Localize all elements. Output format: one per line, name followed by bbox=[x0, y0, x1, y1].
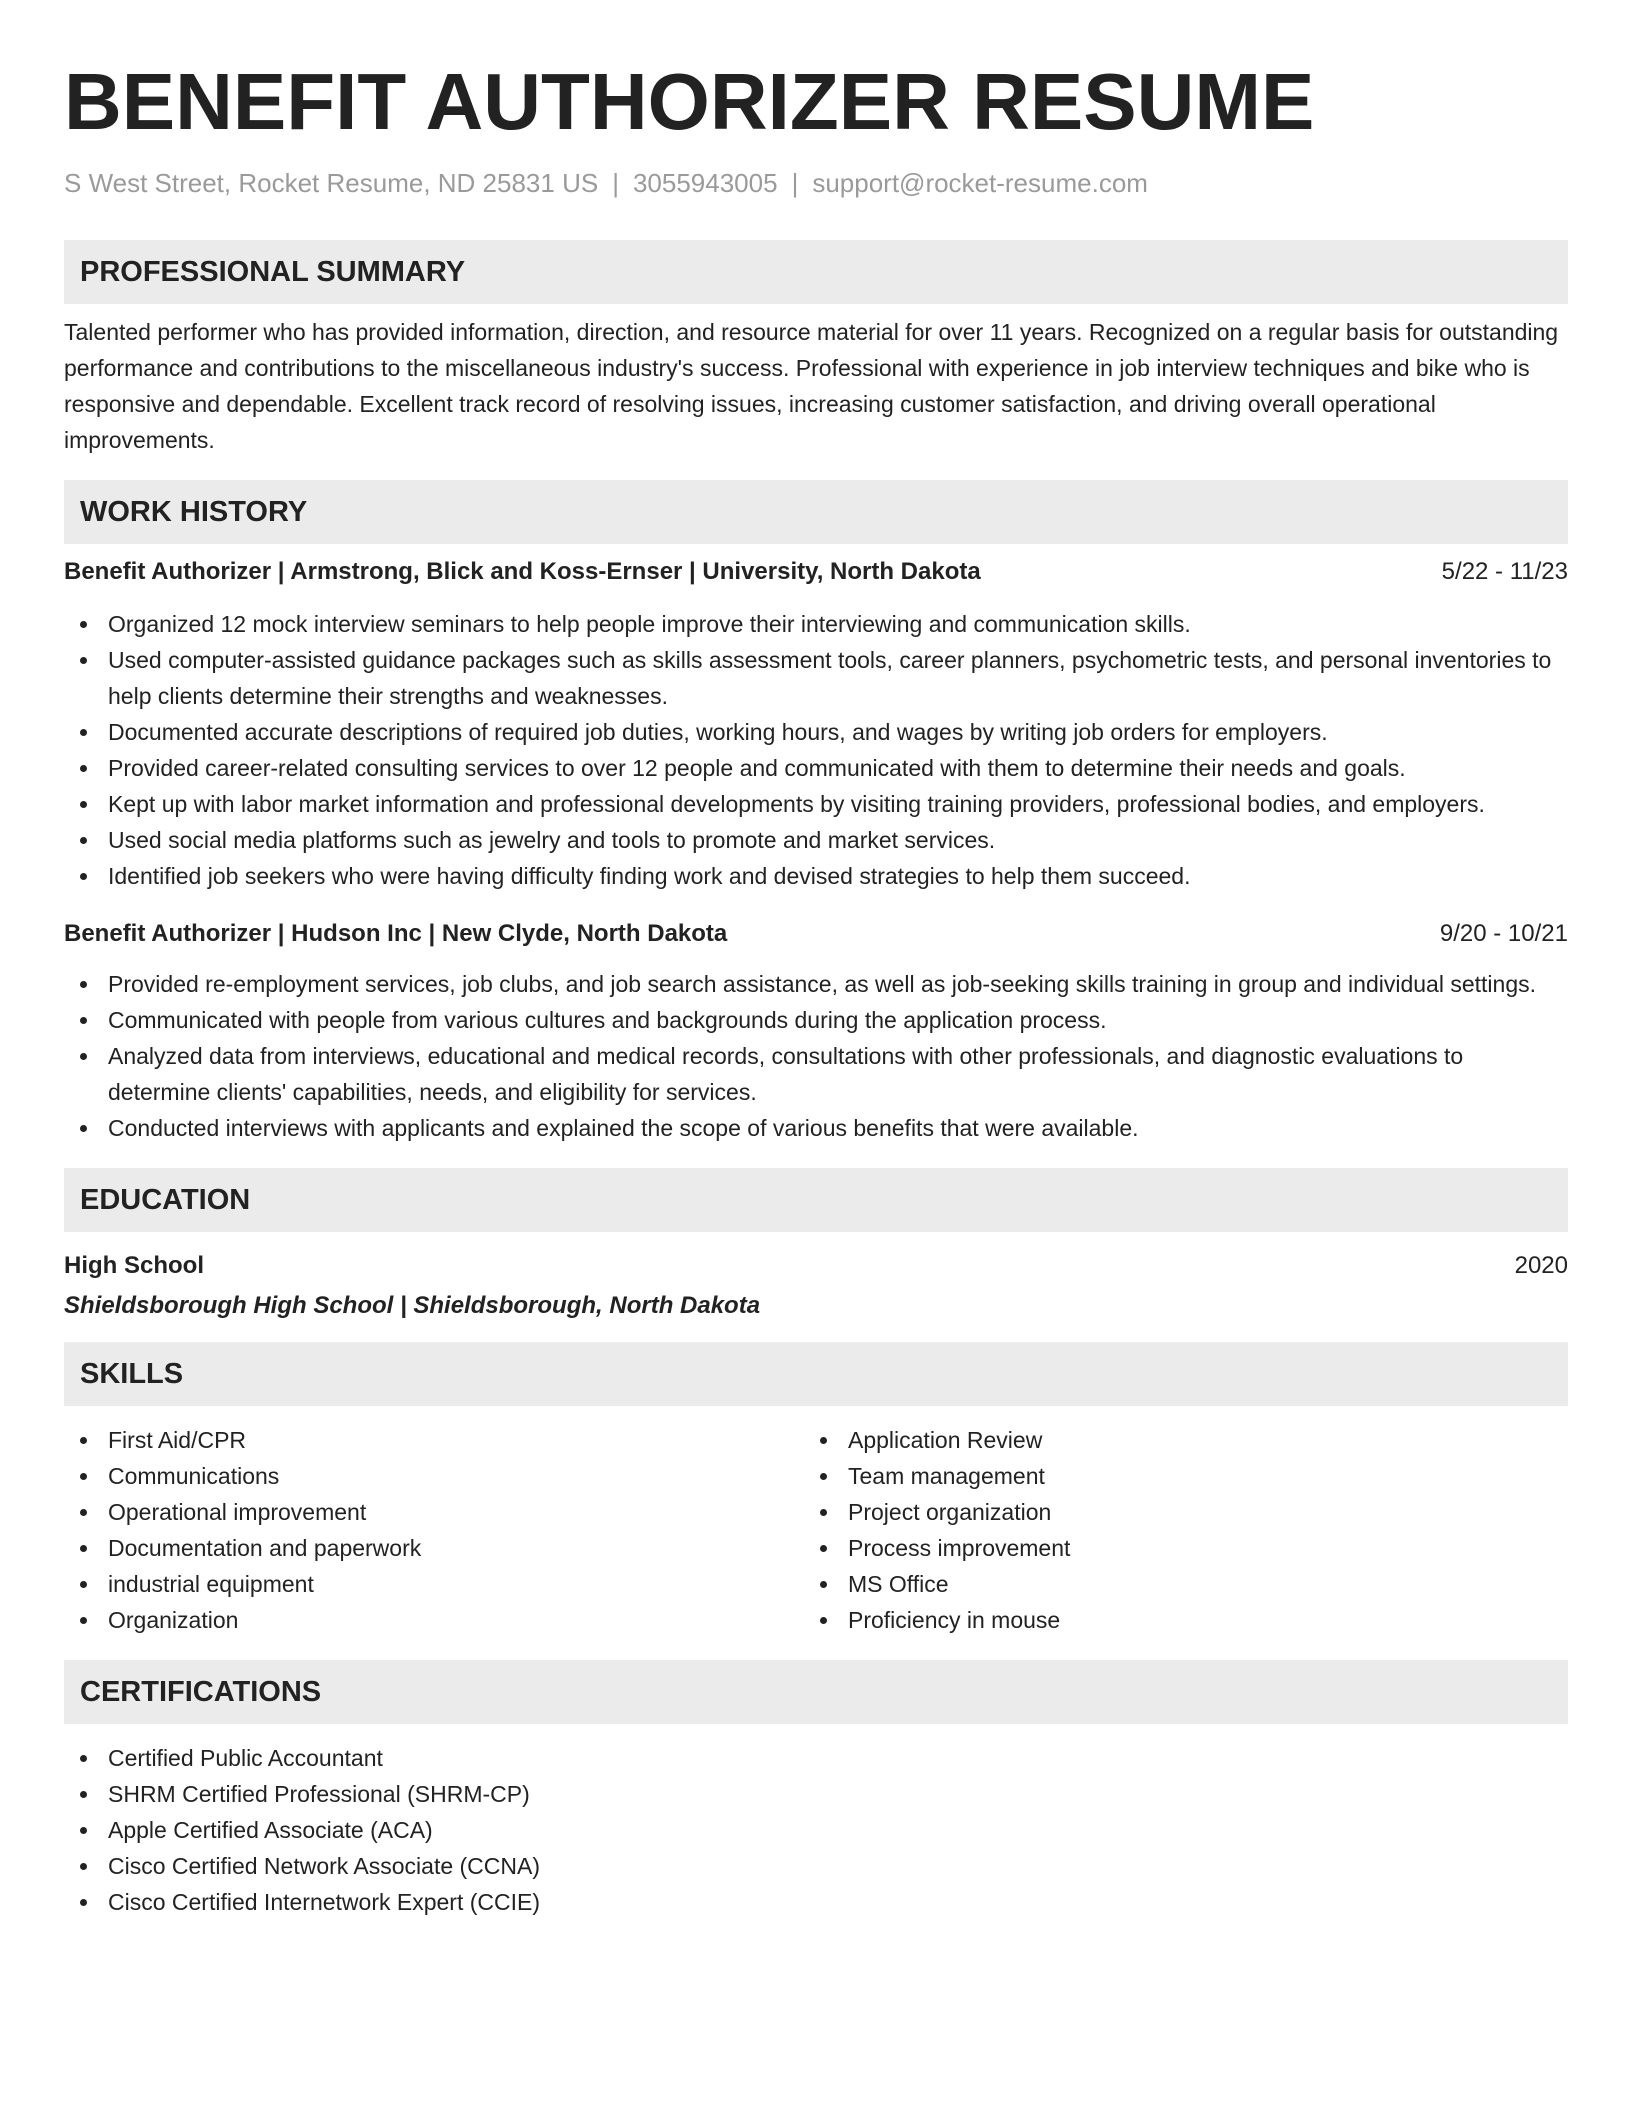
list-item: Used computer-assisted guidance packages such as skills assessment tools, career planners, psychometric tests, and personal inventories to help clients determine their strengths and weaknesses. bbox=[64, 642, 1568, 714]
resume-title: BENEFIT AUTHORIZER RESUME bbox=[64, 57, 1315, 146]
list-item: Organized 12 mock interview seminars to help people improve their interviewing and communication skills. bbox=[64, 606, 1568, 642]
contact-address: S West Street, Rocket Resume, ND 25831 US bbox=[64, 168, 599, 198]
list-item: Provided re-employment services, job clubs, and job search assistance, as well as job-seeking skills training in group and individual settings. bbox=[64, 966, 1568, 1002]
contact-line bbox=[64, 166, 1568, 200]
list-item: Cisco Certified Internetwork Expert (CCIE) bbox=[64, 1884, 1568, 1920]
list-item: Apple Certified Associate (ACA) bbox=[64, 1812, 1568, 1848]
contact-separator: | bbox=[612, 168, 619, 198]
list-item: Provided career-related consulting services to over 12 people and communicated with them to determine their needs and goals. bbox=[64, 750, 1568, 786]
list-item: Communications bbox=[64, 1458, 804, 1494]
job-header bbox=[64, 916, 1568, 952]
list-item: Organization bbox=[64, 1602, 804, 1638]
contact-phone: 3055943005 bbox=[632, 168, 778, 198]
list-item: Process improvement bbox=[804, 1530, 1544, 1566]
list-item: Used social media platforms such as jewelry and tools to promote and market services. bbox=[64, 822, 1568, 858]
list-item: Certified Public Accountant bbox=[64, 1740, 1568, 1776]
list-item: Conducted interviews with applicants and explained the scope of various benefits that were available. bbox=[64, 1110, 1568, 1146]
list-item: First Aid/CPR bbox=[64, 1422, 804, 1458]
skills-column-right bbox=[804, 1422, 1544, 1638]
job-bullets bbox=[64, 606, 1568, 894]
certifications-list bbox=[64, 1740, 1568, 1920]
summary-text: Talented performer who has provided information, direction, and resource material for over 11 years. Recognized on a regular basis for outstanding performance and contributions to the miscellaneous industry's success. Professional with experience in job interview techniques and bike who is responsive and dependable. Excellent track record of resolving issues, increasing customer satisfaction, and driving overall operational improvements. bbox=[64, 319, 1559, 453]
education-degree: High School bbox=[64, 1252, 204, 1279]
job-title: Benefit Authorizer | Hudson Inc | New Clyde, North Dakota bbox=[64, 920, 728, 947]
education-header bbox=[64, 1248, 1568, 1284]
job-header bbox=[64, 554, 1568, 590]
list-item: Documentation and paperwork bbox=[64, 1530, 804, 1566]
section-header-work-history: WORK HISTORY bbox=[64, 480, 1568, 544]
section-header-summary: PROFESSIONAL SUMMARY bbox=[64, 240, 1568, 304]
list-item: Team management bbox=[804, 1458, 1544, 1494]
education-year: 2020 bbox=[1514, 1252, 1568, 1279]
section-header-education: EDUCATION bbox=[64, 1168, 1568, 1232]
job-bullets bbox=[64, 966, 1568, 1146]
job-title: Benefit Authorizer | Armstrong, Blick and Koss-Ernser | University, North Dakota bbox=[64, 558, 981, 585]
list-item: Proficiency in mouse bbox=[804, 1602, 1544, 1638]
skills-column-left bbox=[64, 1422, 804, 1638]
list-item: Cisco Certified Network Associate (CCNA) bbox=[64, 1848, 1568, 1884]
education-entry bbox=[64, 1248, 1568, 1324]
contact-email: support@rocket-resume.com bbox=[812, 168, 1148, 198]
list-item: Project organization bbox=[804, 1494, 1544, 1530]
list-item: Analyzed data from interviews, educational and medical records, consultations with other professionals, and diagnostic evaluations to determine clients' capabilities, needs, and eligibility for services. bbox=[64, 1038, 1568, 1110]
list-item: Documented accurate descriptions of required job duties, working hours, and wages by writing job orders for employers. bbox=[64, 714, 1568, 750]
job-entry bbox=[64, 916, 1568, 1146]
job-dates: 9/20 - 10/21 bbox=[1439, 920, 1568, 947]
job-dates: 5/22 - 11/23 bbox=[1441, 558, 1568, 585]
list-item: MS Office bbox=[804, 1566, 1544, 1602]
section-header-skills: SKILLS bbox=[64, 1342, 1568, 1406]
list-item: Kept up with labor market information and professional developments by visiting training providers, professional bodies, and employers. bbox=[64, 786, 1568, 822]
section-header-certifications: CERTIFICATIONS bbox=[64, 1660, 1568, 1724]
list-item: industrial equipment bbox=[64, 1566, 804, 1602]
list-item: Application Review bbox=[804, 1422, 1544, 1458]
job-entry bbox=[64, 554, 1568, 894]
list-item: SHRM Certified Professional (SHRM-CP) bbox=[64, 1776, 1568, 1812]
contact-separator: | bbox=[791, 168, 799, 198]
list-item: Communicated with people from various cultures and backgrounds during the application process. bbox=[64, 1002, 1568, 1038]
education-school: Shieldsborough High School | Shieldsborough, North Dakota bbox=[64, 1292, 761, 1319]
skills-grid bbox=[64, 1422, 1568, 1638]
list-item: Operational improvement bbox=[64, 1494, 804, 1530]
list-item: Identified job seekers who were having difficulty finding work and devised strategies to help them succeed. bbox=[64, 858, 1568, 894]
